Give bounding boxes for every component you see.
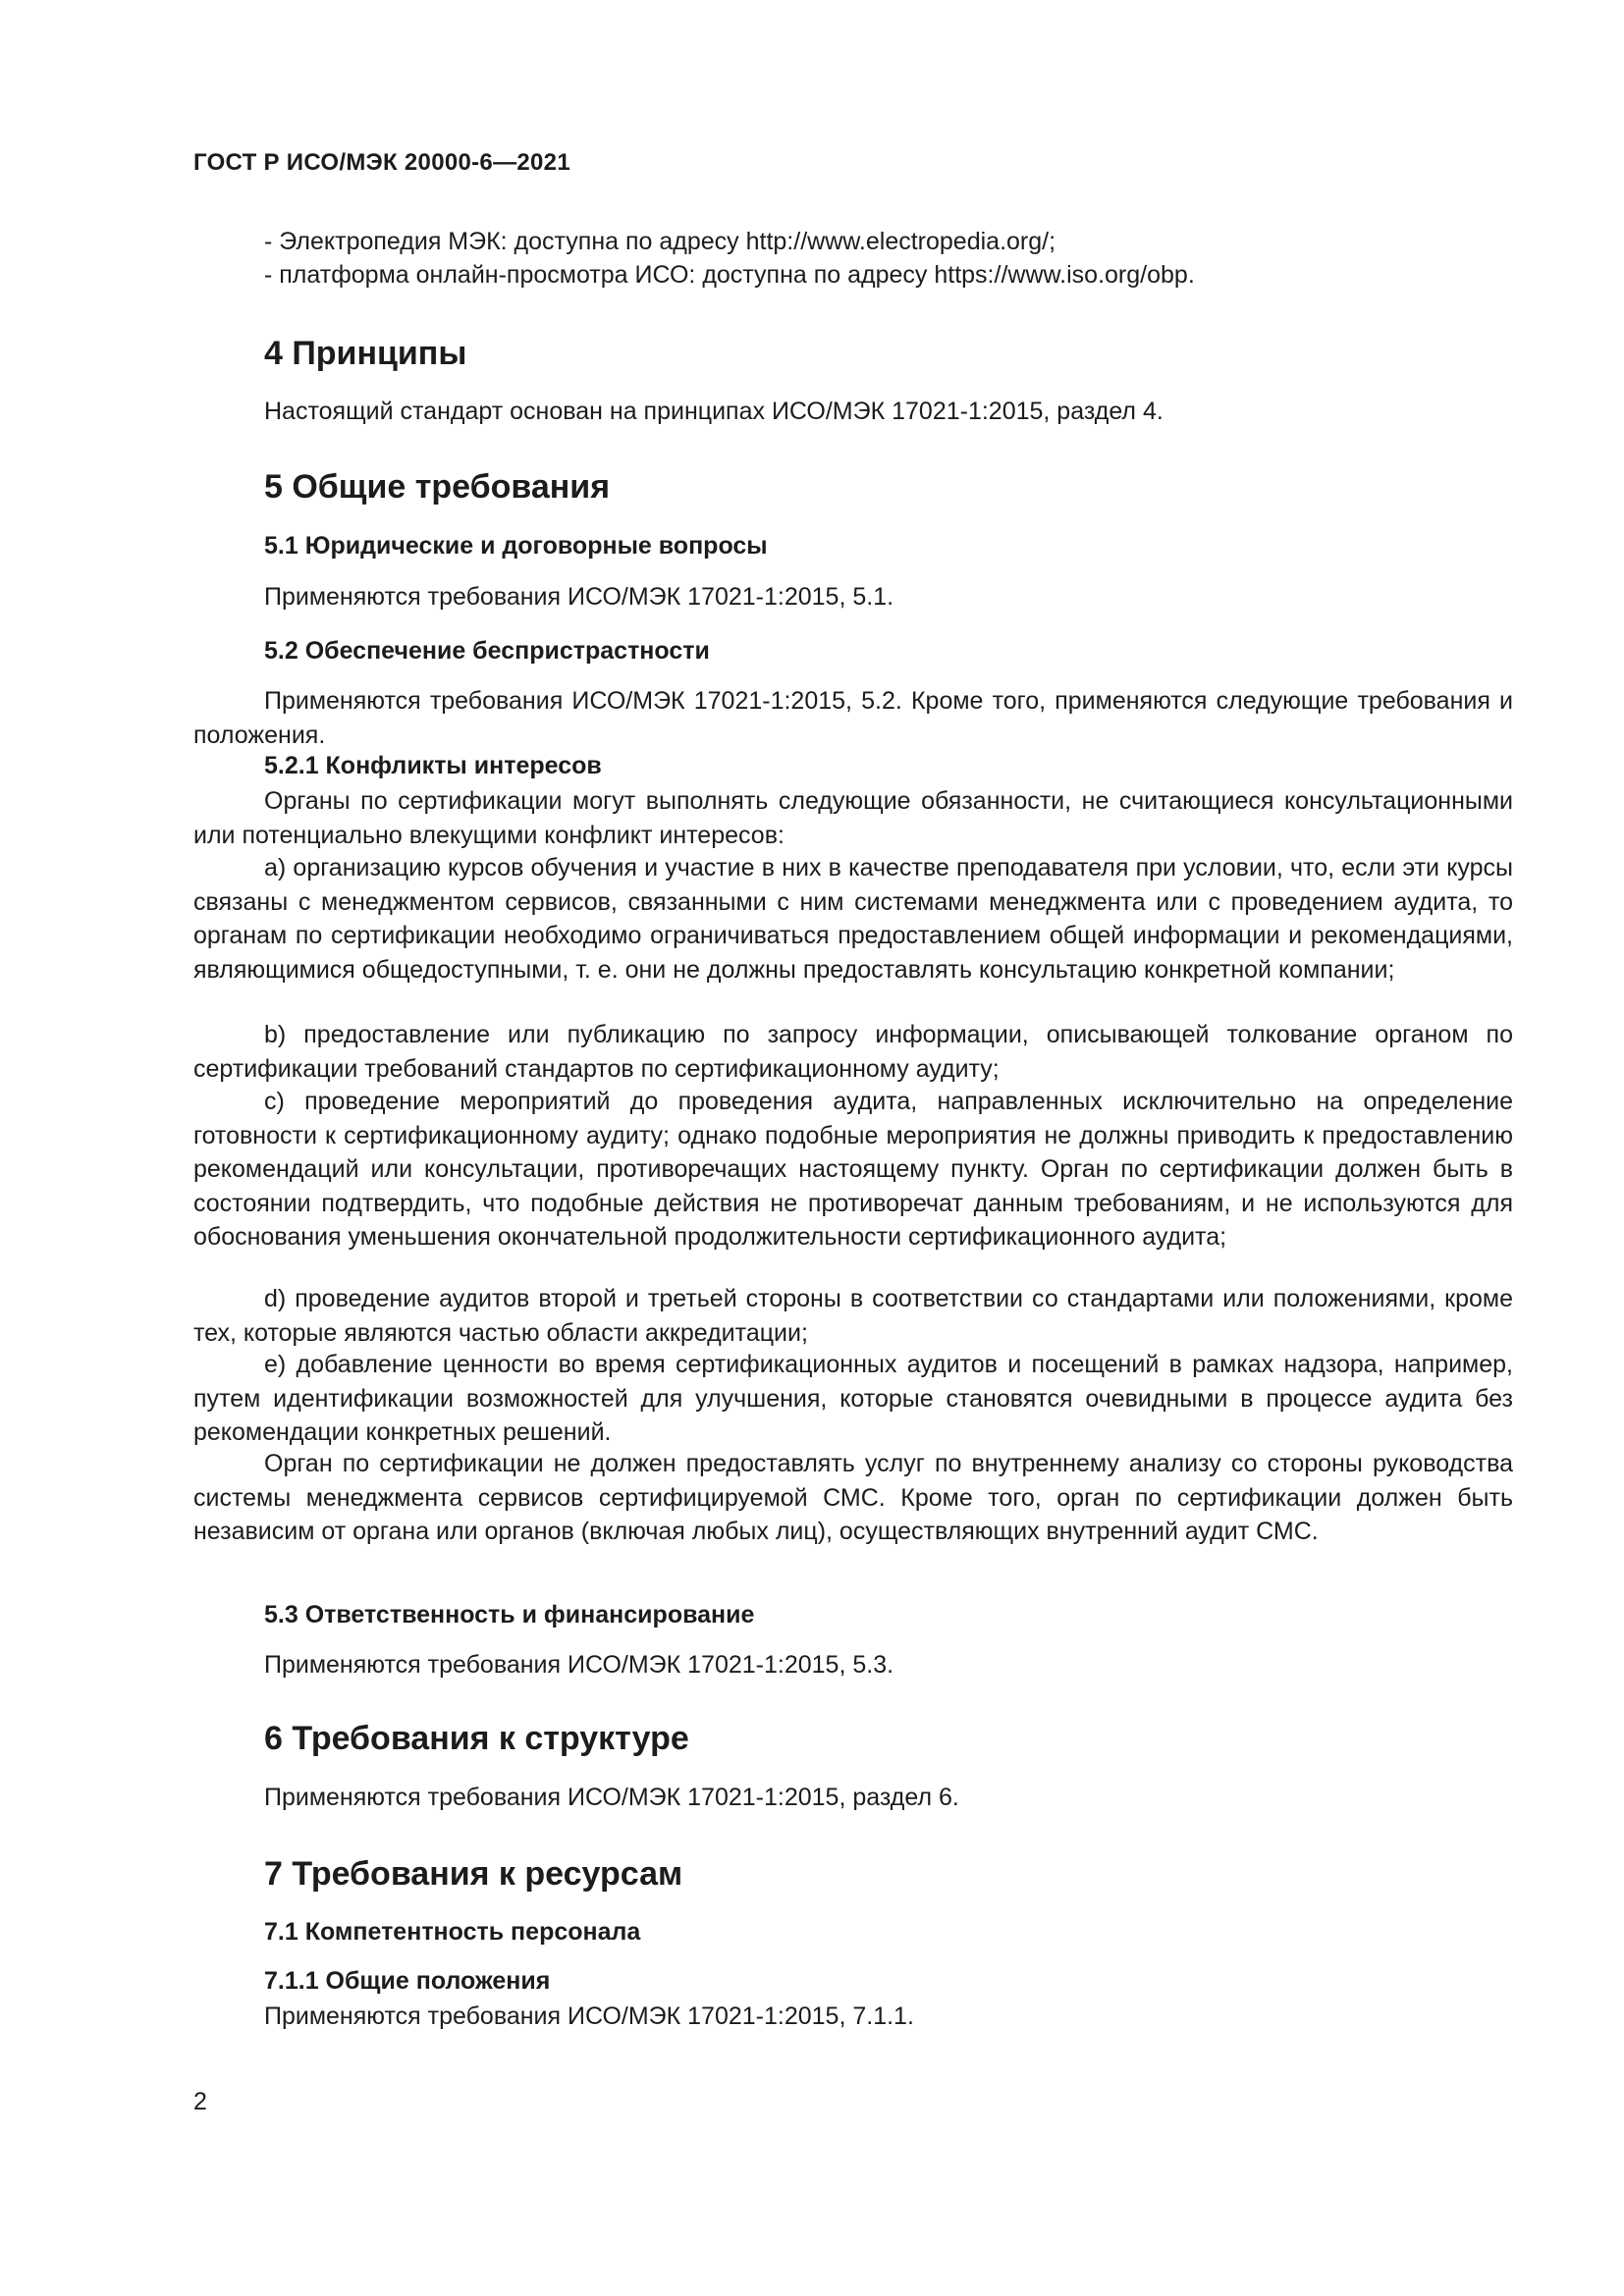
section-7-1-1-heading: 7.1.1 Общие положения [264, 1967, 551, 1995]
section-7-1-1-text: Применяются требования ИСО/МЭК 17021-1:2015, 7.1.1. [264, 2002, 914, 2030]
section-5-2-1-intro: Органы по сертификации могут выполнять следующие обязанности, не считающиеся консультационными или потенциально влекущими конфликт интересов: [193, 787, 1513, 849]
section-4-text: Настоящий стандарт основан на принципах ИСО/МЭК 17021-1:2015, раздел 4. [264, 398, 1164, 425]
reference-iso-obp: - платформа онлайн-просмотра ИСО: доступна по адресу https://www.iso.org/obp. [264, 261, 1195, 289]
section-5-1-heading: 5.1 Юридические и договорные вопросы [264, 532, 768, 560]
section-5-2-1-heading: 5.2.1 Конфликты интересов [264, 752, 602, 779]
section-7-1-heading: 7.1 Компетентность персонала [264, 1918, 641, 1946]
item-c: c) проведение мероприятий до проведения аудита, направленных исключительно на определение готовности к сертификационному аудиту; однако подобные мероприятия не должны приводить к предоставлению рекомендаций или консультации, противоречащих настоящему пункту. Орган по сертификации должен быть в состоянии подтвердить, что подобные действия не противоречат данным требованиям, и не используются для обоснования уменьшения окончательной продолжительности сертификационного аудита; [193, 1088, 1513, 1251]
section-5-2-text: Применяются требования ИСО/МЭК 17021-1:2015, 5.2. Кроме того, применяются следующие требования и положения. [193, 687, 1513, 749]
section-4-heading: 4 Принципы [264, 335, 467, 372]
section-6-text: Применяются требования ИСО/МЭК 17021-1:2015, раздел 6. [264, 1784, 959, 1811]
item-a: а) организацию курсов обучения и участие в них в качестве преподавателя при условии, что, если эти курсы связаны с менеджментом сервисов, связанными с ним системами менеджмента или с проведением аудита, то органам по сертификации необходимо ограничиваться предоставлением общей информации и рекомендациями, являющимися общедоступными, т. е. они не должны предоставлять консультацию конкретной компании; [193, 854, 1513, 984]
section-6-heading: 6 Требования к структуре [264, 1720, 689, 1757]
section-5-2-heading: 5.2 Обеспечение беспристрастности [264, 637, 710, 665]
section-5-heading: 5 Общие требования [264, 468, 611, 506]
section-5-2-1-closing: Орган по сертификации не должен предоставлять услуг по внутреннему анализу со стороны руководства системы менеджмента сервисов сертифицируемой СМС. Кроме того, орган по сертификации должен быть независим от органа или органов (включая любых лиц), осуществляющих внутренний аудит СМС. [193, 1450, 1513, 1545]
item-b: b) предоставление или публикацию по запросу информации, описывающей толкование органом по сертификации требований стандартов по сертификационному аудиту; [193, 1021, 1513, 1083]
section-7-heading: 7 Требования к ресурсам [264, 1855, 683, 1893]
document-header: ГОСТ Р ИСО/МЭК 20000-6—2021 [193, 149, 570, 176]
page-number: 2 [193, 2088, 207, 2115]
section-5-1-text: Применяются требования ИСО/МЭК 17021-1:2015, 5.1. [264, 583, 894, 611]
reference-electropedia: - Электропедия МЭК: доступна по адресу http://www.electropedia.org/; [264, 228, 1056, 255]
item-e: e) добавление ценности во время сертификационных аудитов и посещений в рамках надзора, например, путем идентификации возможностей для улучшения, которые становятся очевидными в процессе аудита без рекомендации конкретных решений. [193, 1351, 1513, 1446]
section-5-3-text: Применяются требования ИСО/МЭК 17021-1:2015, 5.3. [264, 1651, 894, 1679]
item-d: d) проведение аудитов второй и третьей стороны в соответствии со стандартами или положениями, кроме тех, которые являются частью области аккредитации; [193, 1285, 1513, 1347]
section-5-3-heading: 5.3 Ответственность и финансирование [264, 1601, 755, 1629]
